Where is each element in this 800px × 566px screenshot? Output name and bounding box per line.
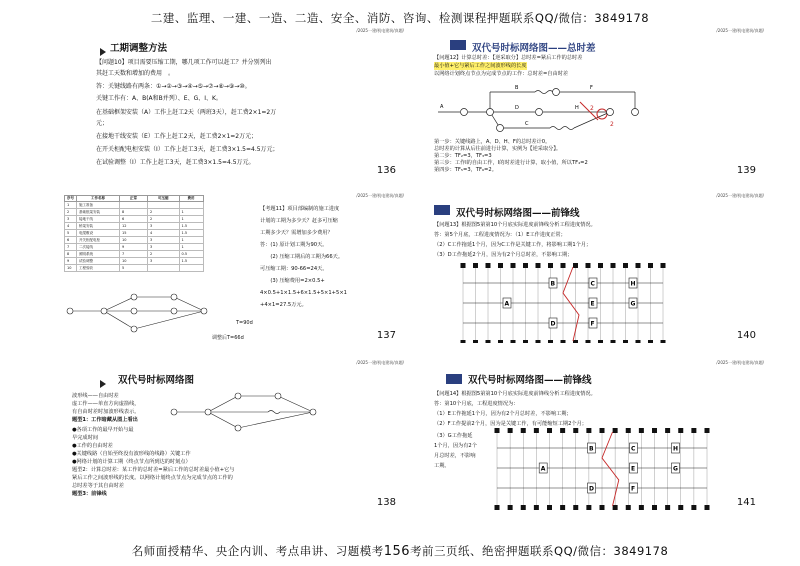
table-cell: 1	[65, 202, 77, 209]
node-label: E	[590, 300, 595, 308]
slide-140	[410, 193, 770, 343]
page-number: 139	[736, 165, 756, 176]
table-cell: 照明系统	[77, 251, 120, 258]
time-scale-tick	[648, 263, 653, 268]
table-cell: 2	[148, 209, 180, 216]
table-row	[65, 251, 204, 258]
node-label: F	[631, 485, 636, 493]
table-cell: 5	[65, 230, 77, 237]
table-cell	[120, 202, 148, 209]
text-line: 波形线——自由时差	[72, 393, 119, 399]
time-scale-tick	[661, 263, 666, 268]
time-scale-tick	[523, 340, 528, 343]
time-scale-tick	[661, 340, 666, 343]
node-label: F	[590, 320, 595, 328]
th: 序号	[65, 196, 77, 202]
time-scale-tick	[636, 263, 641, 268]
time-scale-tick	[586, 505, 591, 510]
time-scale-tick	[639, 505, 644, 510]
node-label: C	[590, 280, 595, 288]
text-line: （2）F工作提前2个月，因为是关键工作，有可能缩短工期2个月；	[434, 421, 587, 427]
table-cell: 4	[65, 223, 77, 230]
time-scale-tick	[523, 263, 528, 268]
time-scale-tick	[573, 505, 578, 510]
slide-tag: /2025一建/机电建筑/真题/	[716, 193, 764, 198]
text-line: 在基础框架安装（A）工作上赶工2天（两班3天），赶工费2×1=2万	[96, 109, 277, 116]
time-scale-tick	[691, 428, 696, 433]
table-cell: 2	[148, 251, 180, 258]
text-line: （3）D工作拖延2个月，因为有2个月总时差，不影响工期；	[434, 252, 573, 258]
slide-tag: /2025一建/机电建筑/真题/	[356, 360, 404, 365]
time-scale-tick	[561, 263, 566, 268]
table-cell: 电缆敷设	[77, 230, 120, 237]
node-label: H	[673, 445, 679, 453]
time-scale-tick	[665, 428, 670, 433]
table-cell: 1	[179, 209, 203, 216]
bullet-line: ●各项工作的最早开始与最	[72, 427, 134, 433]
table-cell: 施工准备	[77, 202, 120, 209]
time-scale-tick	[561, 340, 566, 343]
network-label: T=90d	[236, 320, 253, 326]
footer-left: 名师面授精华、央企内训、考点串讲、习题模考	[131, 544, 384, 558]
node-label: B	[550, 280, 556, 288]
text-line: 关键工作有：A、B(A和B并列）、E、G、I、K。	[96, 95, 222, 102]
bullet-line: 总时差等于其自由时差	[72, 483, 124, 489]
node-label: G	[630, 300, 636, 308]
time-scale-tick	[652, 428, 657, 433]
text-line: 在接地干线安装（E）工作上赶工2天，赶工费2×1=2万元；	[96, 133, 258, 140]
node-label: A	[540, 465, 546, 473]
node-label: D	[550, 320, 556, 328]
title-marker	[434, 205, 450, 215]
bullet-line: ●网络计划的计算工期（终点节点所到达的时刻点）	[72, 459, 191, 465]
text-line: 工期。	[434, 463, 450, 469]
slide-139	[410, 28, 770, 178]
table-cell: 3	[148, 237, 180, 244]
bullet-line: 早完成时间	[72, 435, 98, 441]
text-line: 4×0.5+1×1.5+6×1.5+5×1+5×1	[260, 290, 347, 296]
table-cell	[148, 265, 180, 272]
text-line: 【问题10】项目需要压缩工期，哪几项工作可以赶工？并分别列出	[96, 59, 272, 66]
step-line: 第四步：TF₅=3，TF₆=2。	[434, 167, 497, 173]
time-scale-tick	[586, 263, 591, 268]
page-number: 137	[376, 330, 396, 341]
network-diagram-compression	[64, 289, 234, 343]
page-number: 138	[376, 497, 396, 508]
page-number: 141	[736, 497, 756, 508]
time-scale-tick	[648, 340, 653, 343]
slide-tag: /2025一建/机电建筑/真题/	[356, 193, 404, 198]
time-scale-tick	[573, 263, 578, 268]
svg-text:A: A	[440, 104, 444, 110]
time-scale-tick	[461, 263, 466, 268]
table-cell: 6	[65, 237, 77, 244]
page-number: 136	[376, 165, 396, 176]
time-scale-tick	[495, 428, 500, 433]
work-table	[64, 195, 204, 272]
bullet-line: 紧后工作之间波形线的长度。以网络计划终点节点为完成节点的工作的	[72, 475, 233, 481]
text-line: +4×1=27.5万元。	[260, 302, 307, 308]
slide-title: 双代号时标网络图——前锋线	[468, 375, 592, 386]
time-scale-tick	[536, 340, 541, 343]
step-line: 第二步：TF₂=3，TF₃=3	[434, 153, 492, 159]
time-scale-tick	[534, 428, 539, 433]
text-line: 答：第5个月底，工程进度情况为：（1）E工作进度正常；	[434, 232, 566, 238]
slide-tag: /2025一建/机电建筑/真题/	[716, 360, 764, 365]
text-line: (2) 压缩工期后的工期为66天。	[260, 254, 344, 260]
slide-137	[50, 193, 410, 343]
title-marker	[446, 374, 462, 384]
time-scale-tick	[536, 263, 541, 268]
table-cell: 1.5	[179, 258, 203, 265]
bullet-line: 题型3：前锋线	[72, 491, 107, 497]
time-scale-tick	[600, 505, 605, 510]
node-label: A	[504, 300, 510, 308]
time-scale-tick	[623, 340, 628, 343]
time-scale-tick	[548, 263, 553, 268]
time-scaled-network-p140	[458, 263, 668, 343]
table-cell: 3	[148, 258, 180, 265]
text-line: 计划的工期为多少天？赶多可压缩	[260, 218, 338, 224]
table-row	[65, 230, 204, 237]
svg-text:H: H	[575, 105, 579, 111]
text-line: 工期多少天？需增加多少费用？	[260, 230, 333, 236]
table-cell: 试验调整	[77, 258, 120, 265]
table-cell: 3	[65, 216, 77, 223]
time-scale-tick	[665, 505, 670, 510]
time-scale-tick	[705, 428, 710, 433]
table-cell: 7	[65, 244, 77, 251]
svg-text:F: F	[590, 85, 593, 91]
node-label: G	[673, 465, 678, 473]
network-diagram-total-float	[430, 80, 655, 138]
time-scale-tick	[508, 428, 513, 433]
slide-tag: /2025一建/机电建筑/真题/	[716, 28, 764, 33]
table-cell: 10	[120, 258, 148, 265]
network-label: 调整后T=66d	[212, 335, 244, 341]
time-scale-tick	[636, 340, 641, 343]
table-cell: 1	[179, 237, 203, 244]
time-scale-tick	[626, 428, 631, 433]
time-scale-tick	[495, 505, 500, 510]
time-scale-tick	[547, 428, 552, 433]
text-line: 在试验调整（I）工作上赶工3天，赶工费3×1.5=4.5万元。	[96, 159, 255, 166]
table-cell: 10	[65, 265, 77, 272]
table-cell: 1	[179, 244, 203, 251]
table-row	[65, 209, 204, 216]
table-cell	[148, 202, 180, 209]
time-scale-tick	[498, 263, 503, 268]
time-scale-tick	[598, 340, 603, 343]
table-cell: 15	[120, 230, 148, 237]
text-line: 题型1：工作暗藏从图上看出	[72, 417, 138, 423]
table-cell: 1	[179, 216, 203, 223]
table-cell: 6	[120, 216, 148, 223]
table-cell: 9	[120, 244, 148, 251]
node-label: B	[589, 445, 594, 453]
time-scale-tick	[611, 340, 616, 343]
slide-title: 工期调整方法	[110, 43, 168, 54]
time-scale-tick	[548, 340, 553, 343]
time-scale-tick	[691, 505, 696, 510]
title-marker	[450, 40, 466, 50]
table-cell: 2	[148, 216, 180, 223]
slide-138	[50, 360, 410, 510]
node-label: C	[631, 445, 636, 453]
page-number: 140	[736, 330, 756, 341]
text-line: 答：(1) 原计划工期为90天。	[260, 242, 328, 248]
time-scale-tick	[613, 428, 618, 433]
svg-text:D: D	[515, 105, 519, 111]
node-label: E	[631, 465, 636, 473]
text-line: 可压缩工期：90-66=24天。	[260, 266, 328, 272]
svg-text:2: 2	[590, 105, 594, 112]
time-scale-tick	[521, 428, 526, 433]
time-scaled-network-p141	[492, 428, 712, 510]
table-cell: 开关柜配电柜	[77, 237, 120, 244]
table-cell: 桥架安装	[77, 223, 120, 230]
text-line: 虚工作——单直方向虚箭线，	[72, 401, 140, 407]
text-line: 【问题13】根据图5第第10个月底实际进度前锋线分析工程进度情况。	[434, 222, 596, 228]
slide-title: 双代号时标网络图——前锋线	[456, 208, 580, 219]
node-label: D	[589, 485, 594, 493]
slide-title: 双代号时标网络图——总时差	[472, 43, 596, 54]
text-line: 其赶工天数和增加的费用 。	[96, 70, 175, 77]
time-scale-tick	[586, 340, 591, 343]
footer-page-number: 156	[383, 544, 411, 559]
time-scale-tick	[678, 428, 683, 433]
bullet-line: 题型2：计算总时差：某工作的总时差=紧后工作的总时差最小值+它与	[72, 467, 235, 473]
time-scale-tick	[486, 340, 491, 343]
table-cell: 1.5	[179, 230, 203, 237]
time-scale-tick	[521, 505, 526, 510]
table-cell: 5	[120, 265, 148, 272]
step-line: 第三步：工作I的自由工作，I的时差进行计算，取小值，所以TF₄=2	[434, 160, 588, 166]
time-scale-tick	[498, 340, 503, 343]
table-cell: 4	[148, 230, 180, 237]
time-scale-tick	[705, 505, 710, 510]
node-label: H	[630, 280, 636, 288]
bullet-line: ●工作的自由时差	[72, 443, 113, 449]
text-line: （3）G工作拖延	[434, 433, 473, 439]
bullet-line: ●关键线路（自始至终没有波形线的线路）关键工作	[72, 451, 191, 457]
th: 工作名称	[77, 196, 120, 202]
time-scale-tick	[611, 263, 616, 268]
slide-title: 双代号时标网络图	[118, 375, 195, 386]
table-row	[65, 223, 204, 230]
table-cell: 9	[65, 258, 77, 265]
text-line: 【考题11】项目部编制的施工进度	[260, 206, 340, 212]
time-scale-tick	[613, 505, 618, 510]
th: 可压缩	[148, 196, 180, 202]
time-scale-tick	[573, 340, 578, 343]
time-scale-tick	[639, 428, 644, 433]
table-cell: 工程验收	[77, 265, 120, 272]
text-line: (3) 压缩费用=2×0.5+	[260, 278, 325, 284]
text-line: （1）E工作拖延1个月，因为有2个月总时差，不影响工期；	[434, 411, 572, 417]
time-scale-tick	[652, 505, 657, 510]
time-scale-tick	[473, 340, 478, 343]
slide-tag: /2025一建/机电建筑/真题/	[356, 28, 404, 33]
table-cell	[179, 265, 203, 272]
slide-141	[410, 360, 770, 510]
page-footer	[0, 543, 800, 559]
table-cell: 0.5	[179, 251, 203, 258]
table-row	[65, 216, 204, 223]
svg-text:B: B	[515, 85, 519, 91]
time-scale-tick	[573, 428, 578, 433]
time-scale-tick	[678, 505, 683, 510]
table-row	[65, 258, 204, 265]
step-line: 第一步：关键线路上，A、D、H、F的总时差计0。	[434, 139, 551, 145]
text-line: 以网络计划终点节点为完成节点的工作：总时差=自由时差	[434, 71, 569, 77]
table-row	[65, 265, 204, 272]
time-scale-tick	[511, 340, 516, 343]
table-cell: 8	[120, 209, 148, 216]
text-line: （2）C工作拖延1个月，因为C工作是关键工作，将影响工期1个月；	[434, 242, 592, 248]
table-cell: 10	[120, 237, 148, 244]
frontline	[563, 267, 579, 341]
footer-right: 考前三页纸、绝密押题联系QQ/微信：3849178	[410, 544, 669, 558]
text-line: 有自由时差时加波形线表示。	[72, 409, 140, 415]
text-line: 答：关键线路有两条：①→②→③→④→⑤→⑦→⑧→⑨→⑩。	[96, 83, 251, 90]
time-scale-tick	[547, 505, 552, 510]
text-line: 月总时差，不影响	[434, 453, 476, 459]
text-line: 最小值+它与紧后工作之间波形线的长度	[434, 63, 527, 69]
text-line: 【问题12】计算总时差：【逆采取分】总时差=紧后工作的总时差	[434, 55, 583, 61]
table-row	[65, 244, 204, 251]
table-cell: 7	[120, 251, 148, 258]
text-line: 答：第10个月底，工程进度情况为：	[434, 401, 519, 407]
text-line: 在开关柜配电柜安装（I）工作上赶工3天，赶工费3×1.5=4.5万元；	[96, 146, 279, 153]
time-scale-tick	[600, 428, 605, 433]
table-cell: 3	[148, 223, 180, 230]
slide-136	[50, 28, 410, 178]
network-diagram-float	[168, 386, 328, 438]
table-cell: 接地干线	[77, 216, 120, 223]
time-scale-tick	[461, 340, 466, 343]
time-scale-tick	[560, 428, 565, 433]
th: 费用	[179, 196, 203, 202]
table-cell: 二次接线	[77, 244, 120, 251]
table-cell: 基础框架安装	[77, 209, 120, 216]
table-cell: 3	[148, 244, 180, 251]
table-row	[65, 237, 204, 244]
table-row	[65, 202, 204, 209]
time-scale-tick	[511, 263, 516, 268]
table-cell	[179, 202, 203, 209]
time-scale-tick	[626, 505, 631, 510]
time-scale-tick	[486, 263, 491, 268]
table-cell: 2	[65, 209, 77, 216]
text-line: 1个月，因为有2个	[434, 443, 477, 449]
time-scale-tick	[598, 263, 603, 268]
page-header: 二建、监理、一建、一造、二造、安全、消防、咨询、检测课程押题联系QQ/微信：3849178	[150, 11, 650, 25]
table-cell: 1.5	[179, 223, 203, 230]
text-line: 【问题14】根据图5第第10个月底实际进度前锋线分析工程进度情况。	[434, 391, 596, 397]
time-scale-tick	[560, 505, 565, 510]
svg-text:C: C	[525, 121, 529, 127]
table-cell: 12	[120, 223, 148, 230]
time-scale-tick	[473, 263, 478, 268]
time-scale-tick	[534, 505, 539, 510]
title-marker	[100, 373, 112, 392]
table-cell: 8	[65, 251, 77, 258]
time-scale-tick	[623, 263, 628, 268]
time-scale-tick	[508, 505, 513, 510]
time-scale-tick	[586, 428, 591, 433]
text-line: 元；	[96, 120, 109, 127]
frontline	[602, 432, 619, 506]
th: 正常	[120, 196, 148, 202]
svg-text:2: 2	[610, 121, 614, 128]
step-line: 总时差的计算从后往前进行计算，实例为【逆采取分】。	[434, 146, 562, 152]
